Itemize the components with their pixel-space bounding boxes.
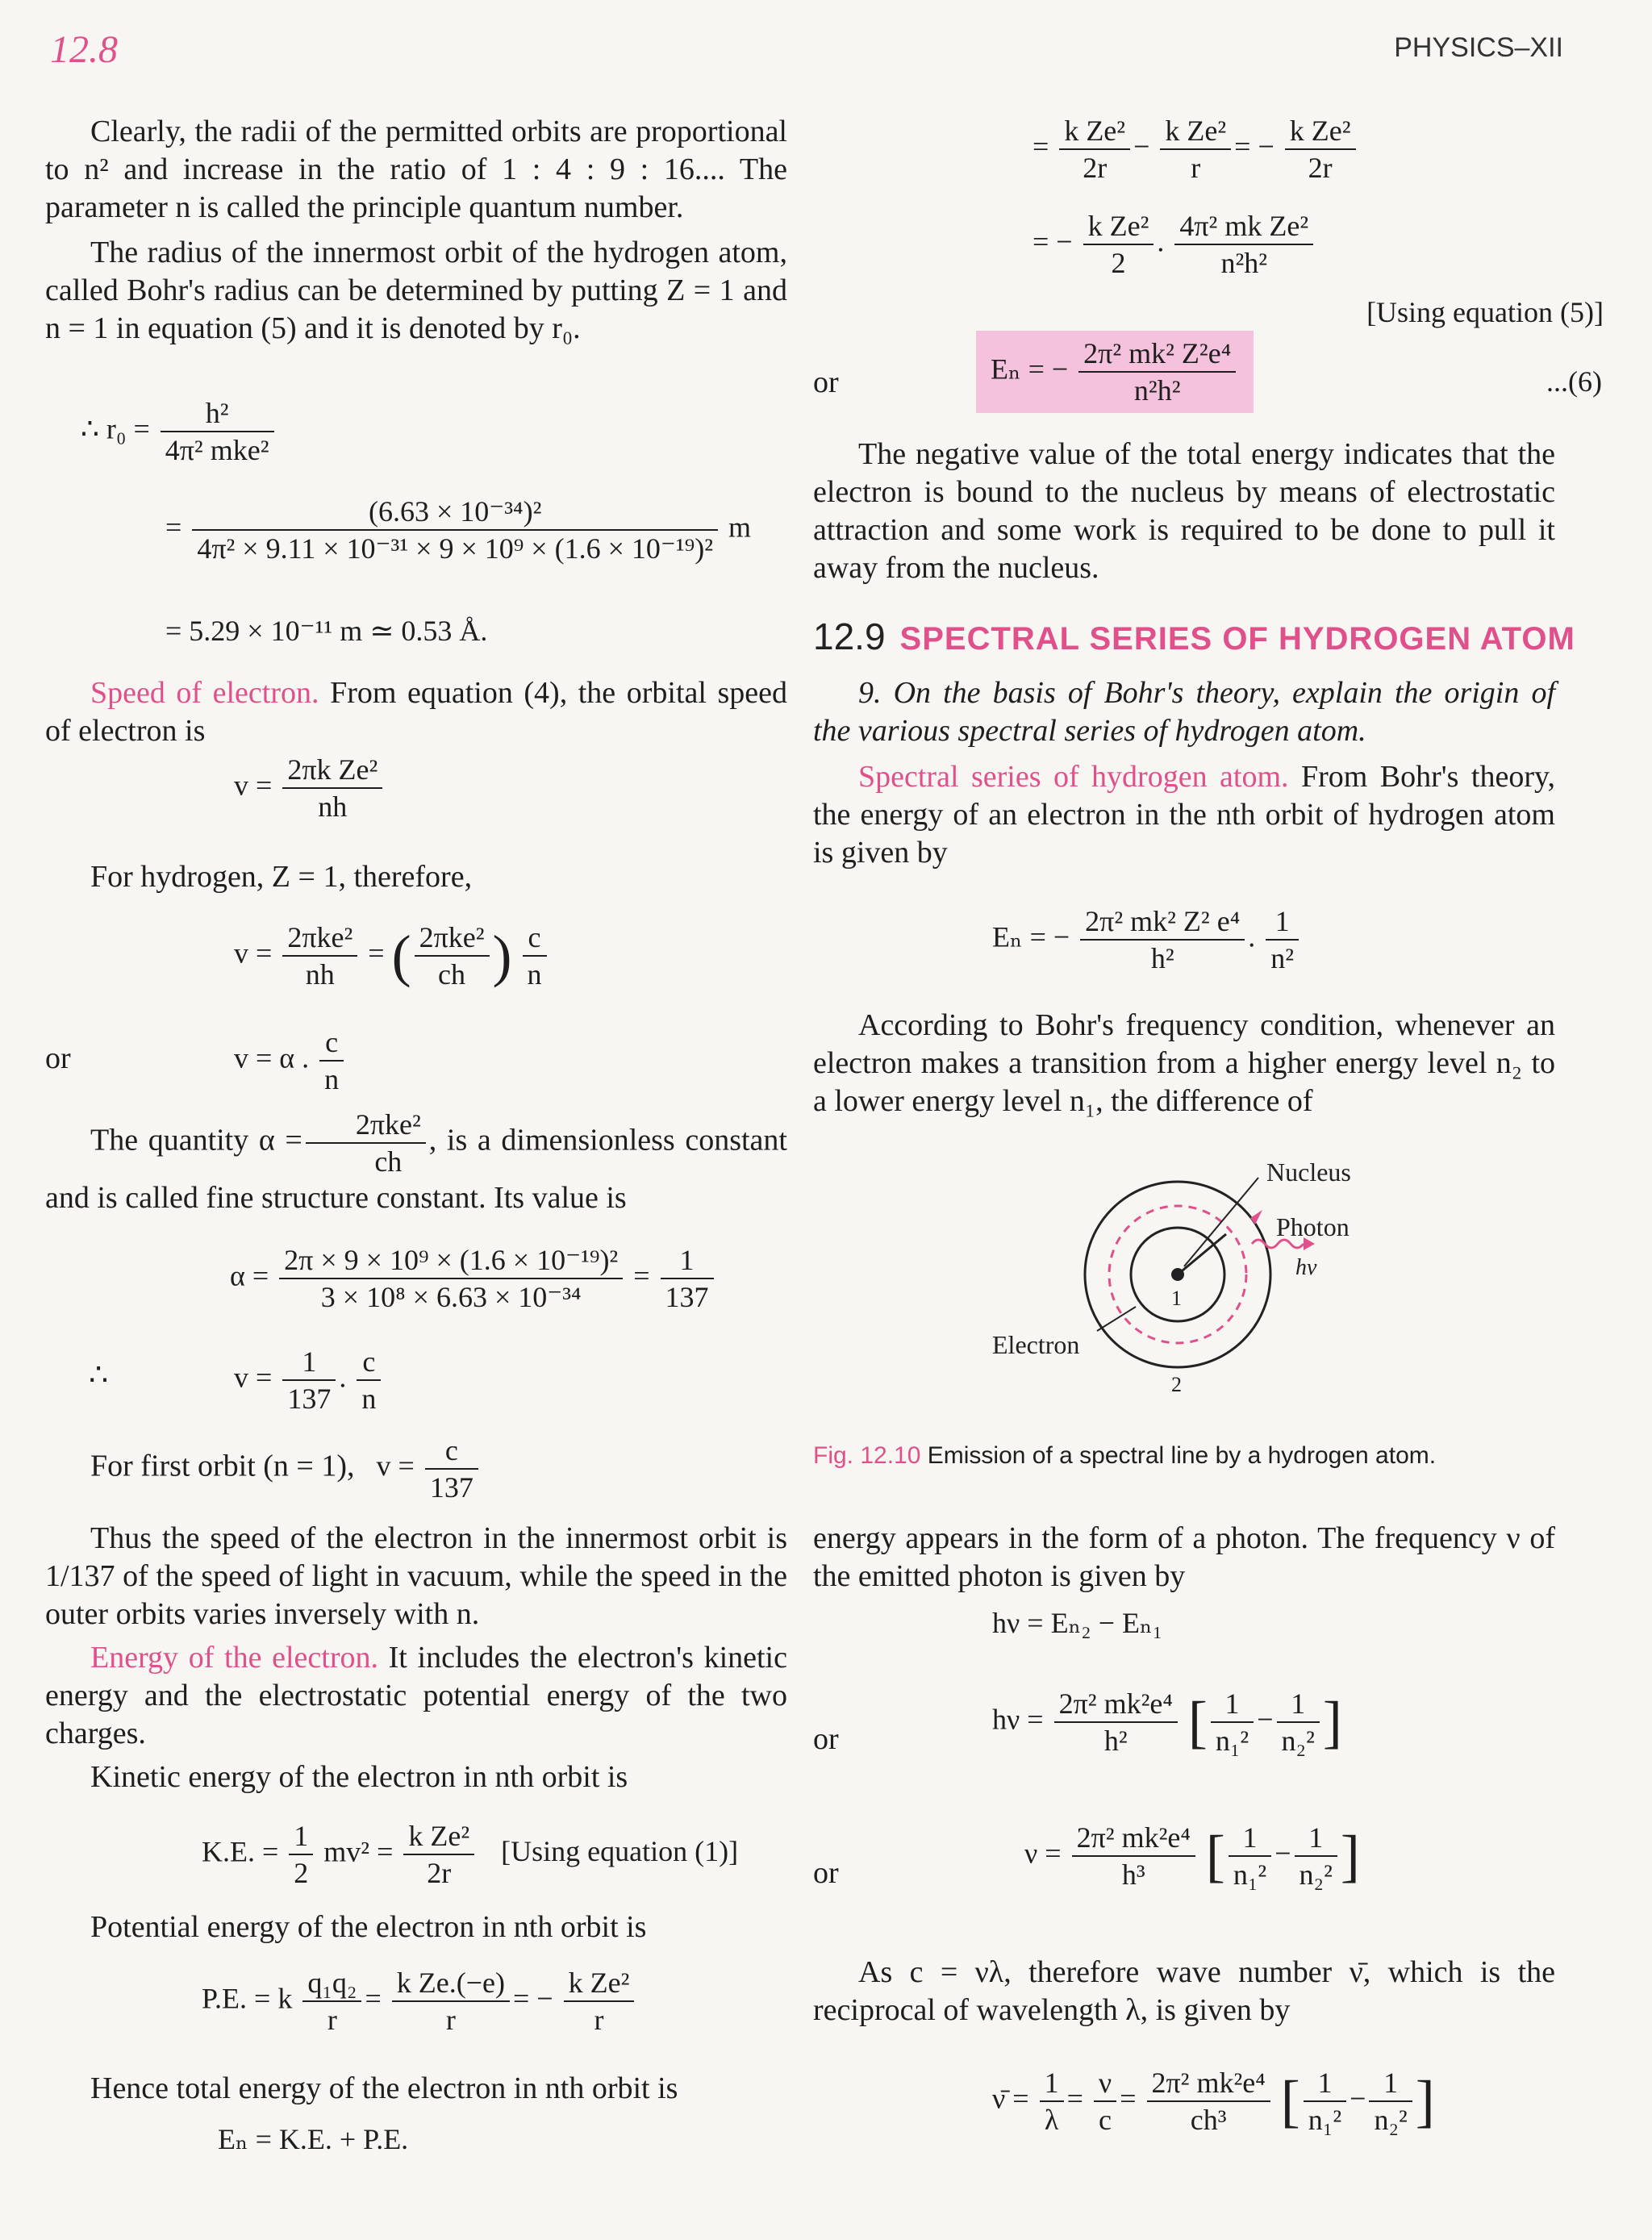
paragraph-speed: Speed of electron. From equation (4), the orbital speed of electron is <box>45 676 788 748</box>
paragraph-hydrogen: For hydrogen, Z = 1, therefore, <box>90 860 473 894</box>
note-equation-5: [Using equation (5)] <box>1366 296 1604 328</box>
paragraph-radii: Clearly, the radii of the permitted orbits are proportional to n² and increase in the ratio of 1 : 4 : 9 : 16.... The parameter n is called the principle quantum number. <box>45 115 787 224</box>
equation-en: Eₙ = − $\frac{\text{2π² mk² Z² e⁴}}{\text{h²}}$ . $\frac{1}{\text{n²}}$ <box>992 903 1302 976</box>
paragraph-wave-number: As c = νλ, therefore wave number ν̄, which is the reciprocal of wavelength λ, is given by <box>813 1955 1555 2027</box>
paragraph-total-energy: Hence total energy of the electron in nth orbit is <box>90 2071 678 2105</box>
label-therefore: ∴ <box>89 1358 109 1392</box>
figure-hydrogen-atom <box>992 1153 1444 1412</box>
equation-hv2: hν = $\frac{\text{2π² mk²e⁴}}{\text{h²}}$ [ $\frac{1}{\text{n₁²}}$ − $\frac{1}{\text{n₂²}}$ ] <box>992 1687 1342 1757</box>
equation-energy-1: = $\frac{\text{k Ze²}}{2r}$ − $\frac{\text{k Ze²}}{r}$ = − $\frac{\text{k Ze²}}{2r}$ <box>1032 113 1359 186</box>
label-or: or <box>45 1041 71 1075</box>
paragraph-frequency-condition: According to Bohr's frequency condition, whenever an electron makes a transition from a higher energy level n₂ to a lower energy level n₁, the difference of <box>813 1008 1555 1118</box>
page-number: 12.8 <box>50 28 118 71</box>
label-nucleus: Nucleus <box>1266 1158 1351 1187</box>
equation-ke: K.E. = $\frac{1}{2}$ mv² = $\frac{\text{k Ze²}}{2r}$ [Using equation (1)] <box>202 1820 739 1889</box>
equation-v2: v = $\frac{\text{2πke²}}{nh}$ = ( $\frac{\text{2πke²}}{ch}$ ) $\frac{c}{n}$ <box>234 920 550 992</box>
section-heading: 12.9 SPECTRAL SERIES OF HYDROGEN ATOM <box>813 615 1575 657</box>
equation-r0-values: = $\frac{\text{(6.63 × 10⁻³⁴)²}}{\text{4π² × 9.11 × 10⁻³¹ × 9 × 10⁹ × (1.6 × 10⁻¹⁹)²}}$ m <box>165 495 752 565</box>
label-or-nu: or <box>813 1856 839 1890</box>
paragraph-energy: Energy of the electron. It includes the electron's kinetic energy and the electrostatic potential energy of the two charges. <box>45 1641 787 1750</box>
equation-alpha: α = $\frac{\text{2π × 9 × 10⁹ × (1.6 × 10⁻¹⁹)²}}{\text{3 × 10⁸ × 6.63 × 10⁻³⁴}}$ = $\frac{1}{137}$ <box>230 1242 717 1315</box>
figure-caption: Fig. 12.10 Emission of a spectral line by a hydrogen atom. <box>813 1442 1437 1469</box>
equation-energy-2: = − $\frac{\text{k Ze²}}{2}$ . $\frac{\text{4π² mk Ze²}}{\text{n²h²}}$ <box>1032 208 1316 281</box>
label-or-right: or <box>813 365 839 399</box>
label-photon: Photon <box>1276 1212 1350 1241</box>
paragraph-spectral-series: Spectral series of hydrogen atom. From Bohr's theory, the energy of an electron in the nth orbit of hydrogen atom is given by <box>813 760 1556 870</box>
question-9: 9. On the basis of Bohr's theory, explain the origin of the various spectral series of hydrogen atom. <box>813 676 1555 748</box>
paragraph-fine-structure: The quantity α = $\frac{\text{2πke²}}{ch}$ , is a dimensionless constant and is called fine structure constant. Its value is <box>45 1108 787 1215</box>
equation-first-orbit: For first orbit (n = 1), v = $\frac{c}{137}$ <box>90 1433 482 1505</box>
paragraph-photon: energy appears in the form of a photon. The frequency ν of the emitted photon is given by <box>813 1521 1555 1593</box>
paragraph-potential: Potential energy of the electron in nth orbit is <box>90 1910 647 1944</box>
equation-tag-6: ...(6) <box>1546 365 1602 398</box>
equation-wave-number: ν̄ = $\frac{1}{\lambda}$ = $\frac{\nu}{c}$ = $\frac{\text{2π² mk²e⁴}}{\text{ch³}}$ [ $\frac{1}{\text{n₁²}}$ − $\frac{1}{\text{n₂²}}$ ] <box>992 2067 1435 2136</box>
equation-nu: ν = $\frac{\text{2π² mk²e⁴}}{\text{h³}}$ [ $\frac{1}{\text{n₁²}}$ − $\frac{1}{\text{n₂²}}$ ] <box>1024 1821 1360 1891</box>
equation-v3: v = α . $\frac{c}{n}$ <box>234 1024 347 1097</box>
nucleus-pointer <box>1184 1178 1258 1266</box>
equation-pe: P.E. = k $\frac{\text{q₁q₂}}{r}$ = $\frac{\text{k Ze.(−e)}}{r}$ = − $\frac{\text{k Ze²}}{r}$ <box>202 1965 637 2038</box>
running-header: PHYSICS–XII <box>1394 32 1563 63</box>
equation-v: v = $\frac{\text{2πk Ze²}}{nh}$ <box>234 752 386 824</box>
paragraph-speed-summary: Thus the speed of the electron in the innermost orbit is 1/137 of the speed of light in vacuum, while the speed in the outer orbits varies inversely with n. <box>45 1521 787 1631</box>
equation-r0: ∴ r₀ = $\frac{\text{h²}}{\text{4π² mke²}}$ <box>81 395 277 468</box>
label-hv: hv <box>1295 1255 1317 1280</box>
label-orbit-2: 2 <box>1171 1373 1182 1396</box>
electron-pointer <box>1097 1307 1136 1331</box>
paragraph-bohr-radius: The radius of the innermost orbit of the hydrogen atom, called Bohr's radius can be determined by putting Z = 1 and n = 1 in equation (5) and it is denoted by r₀. <box>45 236 787 345</box>
paragraph-kinetic: Kinetic energy of the electron in nth orbit is <box>90 1760 628 1794</box>
label-orbit-1: 1 <box>1171 1287 1182 1310</box>
equation-6-highlight: Eₙ = − $\frac{\text{2π² mk² Z²e⁴}}{\text{n²h²}}$ <box>976 331 1254 413</box>
equation-hv1: hν = Eₙ₂ − Eₙ₁ <box>992 1607 1163 1639</box>
electron-arrow-head <box>1250 1210 1262 1224</box>
paragraph-negative-energy: The negative value of the total energy indicates that the electron is bound to the nucleus by means of electrostatic attraction and some work is required to be done to pull it away from the nucleus. <box>813 437 1555 585</box>
equation-v4: v = $\frac{1}{137}$ . $\frac{c}{n}$ <box>234 1344 384 1416</box>
equation-r0-result: = 5.29 × 10⁻¹¹ m ≃ 0.53 Å. <box>165 615 488 647</box>
label-electron: Electron <box>992 1330 1080 1359</box>
label-or-hv2: or <box>813 1722 839 1756</box>
equation-total: Eₙ = K.E. + P.E. <box>218 2123 409 2155</box>
